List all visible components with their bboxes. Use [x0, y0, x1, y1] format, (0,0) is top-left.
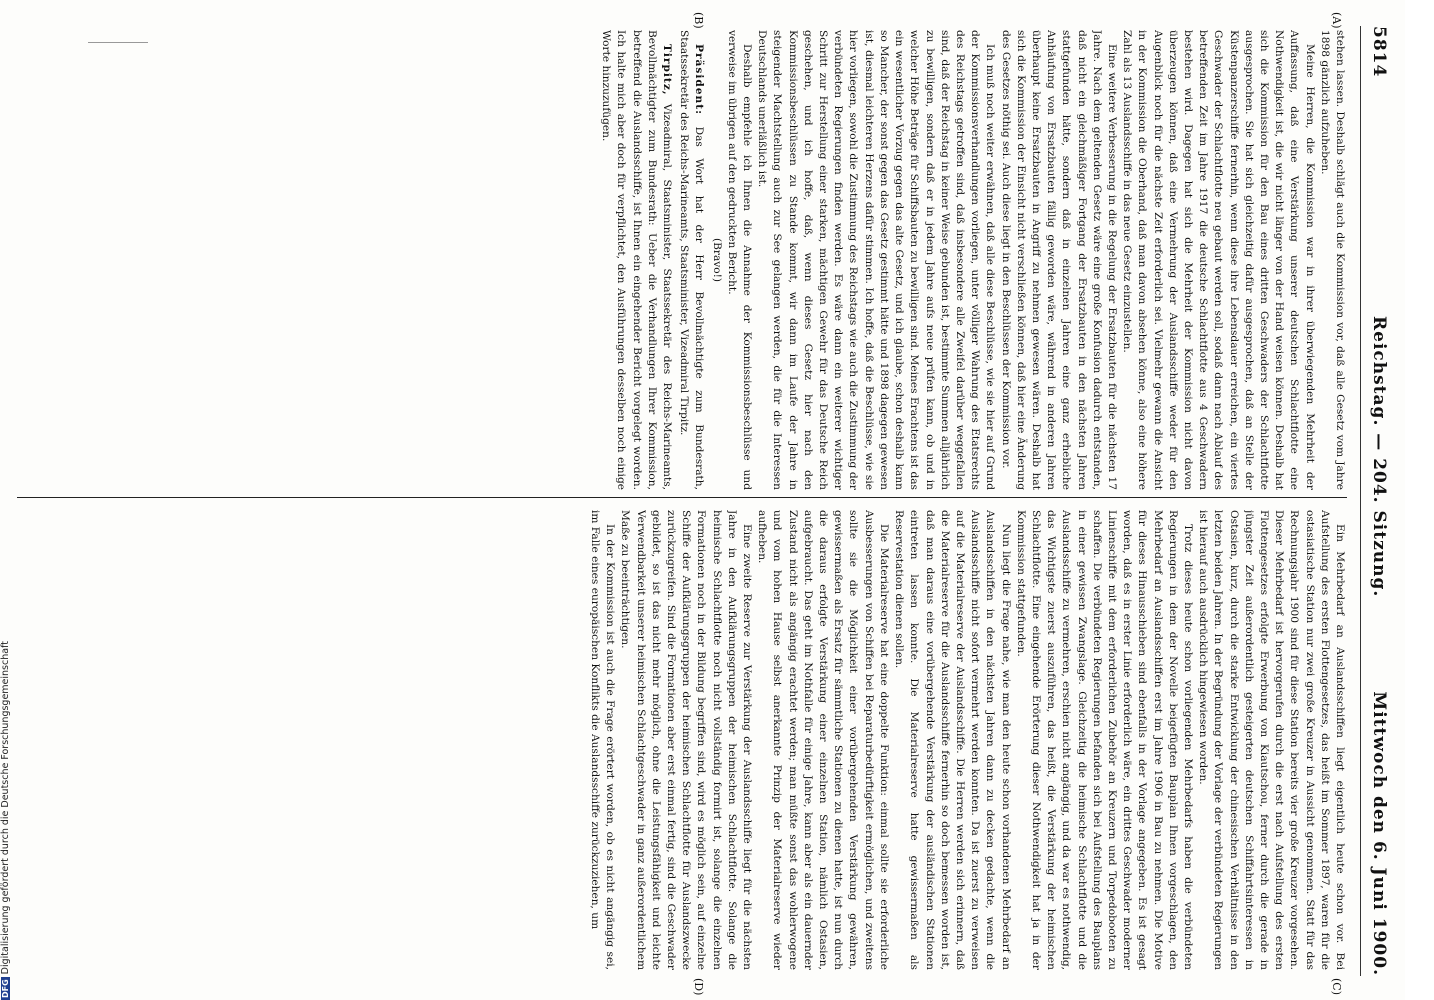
speaker-name: Präsident:	[693, 44, 706, 116]
paragraph: Trotz dieses heute schon vorliegenden Mehrbedarfs haben die verbündeten Regierungen in dem der Novelle beigefügten Bauplan Ihnen vorgeschlagen, den Mehrbedarf an Auslandsschiffen erst im Jahre 1906 in Bau zu nehmen. Die Motive für dieses Hinausschieben sind ebenfalls in der Vorlage angegeben. Es ist gesagt worden, daß es in erster Linie erforderlich wäre, ein drittes Geschwader moderner Linienschiffe mit dem erforderlichen Zubehör an Kreuzern und Torpedobooten zu schaffen. Die verbündeten Regierungen befanden sich bei Aufstellung des Bauplans in einer gewissen Zwangslage. Gleichzeitig die heimische Schlachtflotte und die Auslandsschiffe zu vermehren, erschien nicht angängig, und da war es nothwendig, das Wichtigste zuerst auszuführen, das heißt, die Verstärkung der heimischen Schlachtflotte. Eine eingehende Erörterung dieser Nothwendigkeit hat ja in der Kommission stattgefunden.	[1014, 510, 1194, 970]
margin-marker-d: (D)	[692, 978, 705, 996]
speech-text: Das Wort hat der Herr Bevollmächtigte zum Bundesrath, Staatssekretär des Reichs-Marineamts, Staatsminister, Vizeadmiral Tirpitz.	[678, 30, 706, 490]
margin-marker-b: (B)	[692, 12, 705, 29]
paragraph: Eine zweite Reserve zur Verstärkung der Auslandsschiffe liegt für die nächsten Jahre in den Aufklärungsgruppen der heimischen Schlachtflotte. Solange die heimische Schlachtflotte noch nicht vollständig formirt ist, solange die einzelnen Formationen noch in der Bildung begriffen sind, wird es möglich sein, auf einzelne Schiffe der Aufklärungsgruppen der heimischen Schlachtflotte für Auslandszwecke zurückzugreifen. Sind die Formationen aber erst einmal fertig, sind die Geschwader gebildet, so ist das nicht mehr möglich, ohne die Leistungsfähigkeit und leichte Verwendbarkeit unserer heimischen Schlachtgeschwader in ganz außerordentlichem Maße zu beeinträchtigen.	[619, 510, 754, 970]
dfg-logo-icon: DFG	[1, 979, 10, 998]
tirpitz-speech	[598, 30, 674, 490]
speaker-title: Vizeadmiral, Staatsminister, Staatssekretär des Reichs-Marineamts,	[661, 103, 674, 490]
president-speech	[676, 30, 706, 490]
paragraph: Deshalb empfehle ich Ihnen die Annahme der Kommissionsbeschlüsse und verweise im übrigen auf den gedruckten Bericht.	[725, 30, 754, 490]
paragraph: Ich muß noch weiter erwähnen, daß alle diese Beschlüsse, wie sie hier auf Grund der Kommissionsverhandlungen vorliegen, unter völliger Wahrung des Etatsrechts des Reichstags getroffen sind, daß insbesondere alle Zweifel darüber weggefallen sind, daß der Reichstag in keiner Weise gebunden ist, bestimmte Summen alljährlich zu bewilligen, sondern daß er in jedem Jahre aufs neue prüfen kann, ob und in welcher Höhe Beträge für Schiffsbauten zu bewilligen sind. Meines Erachtens ist das ein wesentlicher Vorzug gegen das alte Gesetz, und ich glaube, schon deshalb kann so Mancher, der sonst gegen das Gesetz gestimmt hätte und 1898 dagegen gewesen ist, diesmal leichteren Herzens dafür stimmen. Ich hoffe, daß die Beschlüsse, wie sie hier vorliegen, sowohl die Zustimmung des Reichstags wie auch die Zustimmung der verbündeten Regierungen finden werden. Es wäre dann ein weiterer wichtiger Schritt zur Herstellung einer starken, mächtigen Gewehr für das Deutsche Reich geschehen, und ich hoffe, daß, wenn dieses Gesetz hier nach den Kommissionsbeschlüssen zu Stande kommt, wir dann im Laufe der Jahre in steigender Machtstellung auch zur See gelangen werden, die für die Interessen Deutschlands unerläßlich ist.	[756, 30, 997, 490]
paragraph: Eine weitere Verbesserung in die Regelung der Ersatzbauten für die nächsten 17 Jahre. Nach dem geltenden Gesetz wäre eine große Konfusion dadurch entstanden, daß nicht ein gleichmäßiger Fortgang der Ersatzbauten in den nächsten Jahren stattgefunden hätte, sondern daß in einzelnen Jahren eine ganz erhebliche Anhäufung von Ersatzbauten fällig geworden wäre, während in anderen Jahren überhaupt keine Ersatzbauten in Angriff zu nehmen gewesen wären. Deshalb hat sich die Kommission der Einsicht nicht verschließen können, daß hier eine Änderung des Gesetzes nöthig sei. Auch diese liegt in den Beschlüssen der Kommission vor.	[999, 30, 1118, 490]
paragraph: Ein Mehrbedarf an Auslandsschiffen liegt eigentlich heute schon vor. Bei Aufstellung des ersten Flottengesetzes, das heißt im Sommer 1897, waren für die ostasiatische Station nur zwei große Kreuzer in Aussicht genommen. Statt für das Rechnungsjahr 1900 sind für diese Station bereits vier große Kreuzer vorgesehen. Dieser Mehrbedarf ist hervorgerufen durch die erst nach Aufstellung des ersten Flottengesetzes erfolgte Erwerbung von Kiautschou, ferner durch die gerade in jüngster Zeit außerordentlich gesteigerten deutschen Schiffahrtsinteressen in Ostasien, kurz, durch die starke Entwicklung der chinesischen Verhältnisse in den letzten beiden Jahren. In der Begründung der Vorlage der verbündeten Regierungen ist hierauf auch ausdrücklich hingewiesen worden.	[1197, 510, 1346, 970]
paragraph: In der Kommission ist auch die Frage erörtert worden, ob es nicht angängig sei, im Falle eines europäischen Konflikts die Auslandsschiffe zurückzuziehen, um	[589, 510, 617, 970]
page-header	[1359, 26, 1389, 976]
paragraph: Nun liegt die Frage nahe, wie man den heute schon vorhandenen Mehrbedarf an Auslandsschiffen in den nächsten Jahren dann zu decken gedachte, wenn die Auslandsschiffe nicht sofort vermehrt werden konnten. Da ist zuerst zu verweisen auf die Materialreserve der Auslandsschiffe. Die Herren werden sich erinnern, daß die Materialreserve für die Auslandsschiffe fernerhin so doch bemessen worden ist, daß man daraus eine vorübergehende Verstärkung der ausländischen Stationen eintreten lassen konnte. Die Materialreserve hatte gewissermaßen als Reservestation dienen sollen.	[893, 510, 1012, 970]
page-number: 5814	[1369, 26, 1389, 78]
column-divider	[17, 497, 1347, 498]
margin-marker-c: (C)	[1330, 978, 1343, 995]
applause-note: (Bravo!)	[710, 237, 723, 283]
speaker-name: Tirpitz,	[661, 44, 674, 96]
credit-text: Digitalisierung gefördert durch die Deutsche Forschungsgemeinschaft	[0, 641, 11, 975]
session-title: Reichstag. — 204. Sitzung.	[1369, 316, 1389, 598]
speech-text: Bevollmächtigter zum Bundesrath: Ueber die Verhandlungen Ihrer Kommission, betreffend die Auslandsschiffe, ist Ihnen ein eingehender Bericht vorgelegt worden. Ich halte mich aber doch für verpflichtet, den Ausführungen desselben noch einige Worte hinzuzufügen.	[600, 30, 658, 490]
paragraph: Die Materialreserve hat eine doppelte Funktion: einmal sollte sie erforderliche Ausbesserungen von Schiffen bei Reparaturbedürftigkeit ermöglichen, und zweitens sollte sie die Möglichkeit einer vorübergehenden Verstärkung gewähren, gewissermaßen als Ersatz für sämmtliche Stationen zu dienen hatte, ist nun durch die daraus erfolgte Verstärkung einer einzelnen Station, nämlich Ostasien, aufgebraucht. Das geht im Nothfalle für einige Jahre, kann aber als ein dauernder Zustand nicht als angängig erachtet werden; man müßte sonst das wohlerwogene und vom hohen Hause selbst anerkannte Prinzip der Materialreserve wieder aufheben.	[756, 510, 890, 970]
paragraph: stehen lassen. Deshalb schlägt auch die Kommission vor, daß alle Gesetz vom Jahre 1898 gänzlich aufzuheben.	[1318, 30, 1346, 490]
margin-marker-a: (A)	[1330, 12, 1343, 29]
scan-speck	[88, 42, 148, 43]
right-text-column	[17, 510, 1347, 970]
session-date: Mittwoch den 6. Juni 1900.	[1369, 691, 1389, 976]
paragraph: Meine Herren, die Kommission war in ihrer überwiegenden Mehrheit der Auffassung, daß eine Verstärkung unserer deutschen Schlachtflotte eine Nothwendigkeit ist, die wir nicht länger von der Hand weisen können. Deshalb hat sich die Kommission für den Bau eines dritten Geschwaders der Schlachtflotte ausgesprochen. Sie hat sich gleichzeitig dafür ausgesprochen, daß an Stelle der Küstenpanzerschiffe fernerhin, wenn diese ihre Lebensdauer erreichen, ein viertes Geschwader der Schlachtflotte neu gebaut werden soll, sodaß dann nach Ablauf des betreffenden Zeit im Jahre 1917 die deutsche Schlachtflotte aus 4 Geschwadern bestehen wird. Dagegen hat sich die Mehrheit der Kommission nicht davon überzeugen können, daß eine Vermehrung der Auslandsschiffe weder für den Augenblick noch für die nächste Zeit erforderlich sei. Vielmehr gewann die Ansicht in der Kommission die Oberhand, daß man davon absehen könne, also eine höhere Zahl als 13 Auslandsschiffe in das neue Gesetz einzustellen.	[1121, 30, 1316, 490]
header-rule	[1360, 26, 1361, 976]
left-text-column	[17, 30, 1347, 490]
digitization-credit	[0, 0, 14, 1000]
